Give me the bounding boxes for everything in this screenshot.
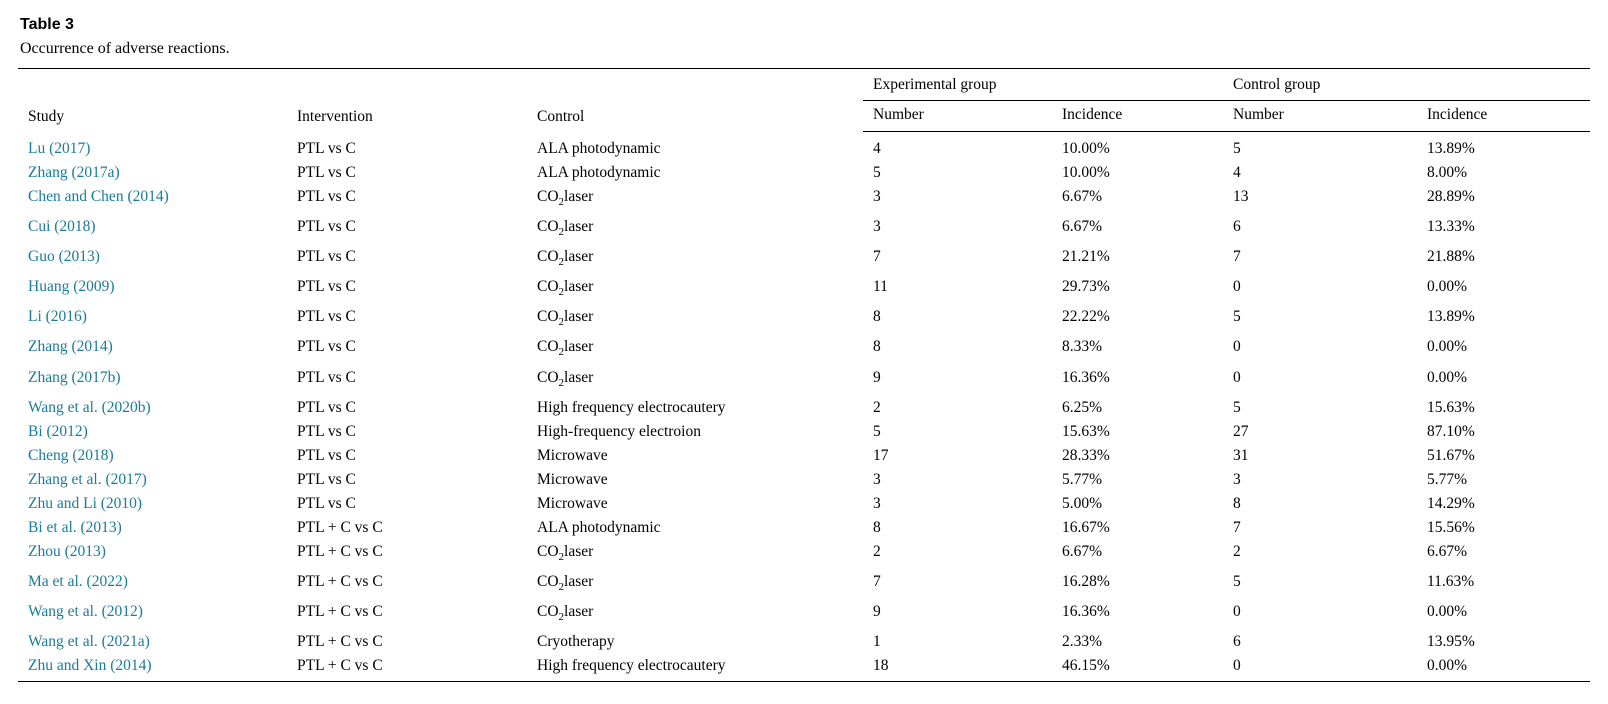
cell-ctl-number: 5 <box>1233 398 1241 416</box>
cell-exp-incidence: 22.22% <box>1062 308 1110 326</box>
cell-study[interactable]: Zhang (2017b) <box>28 368 121 386</box>
cell-exp-number: 7 <box>873 248 881 266</box>
column-header-exp-number: Number <box>863 101 1058 132</box>
cell-ctl-number: 0 <box>1233 368 1241 386</box>
cell-exp-incidence: 8.33% <box>1062 338 1103 356</box>
cell-control: $CO_2laser$ <box>537 542 594 563</box>
cell-control: Microwave <box>537 494 608 512</box>
cell-control: $CO_2laser$ <box>537 308 594 329</box>
cell-exp-number: 5 <box>873 422 881 440</box>
table-row <box>18 467 1590 491</box>
cell-study[interactable]: Chen and Chen (2014) <box>28 188 169 205</box>
cell-ctl-number: 5 <box>1233 140 1241 157</box>
table-row <box>18 245 1590 275</box>
cell-intervention: PTL vs C <box>297 422 356 440</box>
table-row <box>18 305 1590 335</box>
table-head <box>18 69 1590 132</box>
cell-exp-incidence: 46.15% <box>1062 656 1110 674</box>
cell-study[interactable]: Zhu and Li (2010) <box>28 494 143 512</box>
cell-intervention: PTL vs C <box>297 398 356 416</box>
cell-exp-incidence: 28.33% <box>1062 446 1110 464</box>
cell-intervention: PTL vs C <box>297 446 356 464</box>
cell-control: Microwave <box>537 470 608 488</box>
table-row <box>18 161 1590 185</box>
cell-ctl-number: 0 <box>1233 338 1241 356</box>
table-row <box>18 653 1590 681</box>
cell-intervention: PTL + C vs C <box>297 518 383 536</box>
cell-ctl-incidence: 87.10% <box>1427 422 1475 440</box>
cell-study[interactable]: Zhang (2014) <box>28 338 113 356</box>
cell-control: $CO_2laser$ <box>537 368 594 389</box>
column-header-control: Control <box>533 69 863 132</box>
table-body <box>18 132 1590 682</box>
cell-intervention: PTL vs C <box>297 308 356 326</box>
cell-exp-number: 17 <box>873 446 889 464</box>
table-row <box>18 215 1590 245</box>
cell-exp-incidence: 6.25% <box>1062 398 1103 416</box>
cell-intervention: PTL vs C <box>297 139 356 157</box>
cell-control: $CO_2laser$ <box>537 218 594 239</box>
cell-ctl-number: 8 <box>1233 494 1241 512</box>
cell-exp-number: 8 <box>873 518 881 536</box>
cell-study[interactable]: Cheng (2018) <box>28 446 114 464</box>
cell-exp-number: 4 <box>873 140 881 157</box>
cell-ctl-incidence: 13.95% <box>1427 632 1475 650</box>
cell-ctl-number: 0 <box>1233 656 1241 674</box>
cell-intervention: PTL + C vs C <box>297 656 383 674</box>
cell-ctl-incidence: 6.67% <box>1427 542 1468 560</box>
cell-ctl-incidence: 11.63% <box>1427 572 1475 590</box>
cell-ctl-number: 0 <box>1233 602 1241 620</box>
cell-exp-incidence: 2.33% <box>1062 632 1103 650</box>
table-row <box>18 491 1590 515</box>
cell-ctl-incidence: 13.89% <box>1427 308 1475 326</box>
cell-exp-incidence: 6.67% <box>1062 542 1103 560</box>
cell-exp-incidence: 6.67% <box>1062 218 1103 236</box>
cell-control: $CO_2laser$ <box>537 248 594 269</box>
cell-ctl-number: 5 <box>1233 308 1241 326</box>
cell-exp-incidence: 6.67% <box>1062 188 1103 205</box>
cell-ctl-incidence: 0.00% <box>1427 368 1468 386</box>
cell-ctl-incidence: 13.89% <box>1427 140 1475 157</box>
cell-ctl-incidence: 5.77% <box>1427 470 1468 488</box>
cell-exp-incidence: 5.00% <box>1062 494 1103 512</box>
subscript: 2 <box>558 346 565 359</box>
table-label: Table 3 <box>20 16 74 33</box>
cell-ctl-number: 31 <box>1233 446 1249 464</box>
cell-ctl-incidence: 0.00% <box>1427 602 1468 620</box>
cell-study[interactable]: Ma et al. (2022) <box>28 572 128 590</box>
cell-exp-number: 18 <box>873 656 889 674</box>
cell-study[interactable]: Wang et al. (2020b) <box>28 398 151 416</box>
cell-exp-number: 2 <box>873 542 881 560</box>
cell-exp-number: 9 <box>873 368 881 386</box>
cell-exp-incidence: 29.73% <box>1062 278 1110 296</box>
cell-exp-number: 3 <box>873 494 881 512</box>
cell-study[interactable]: Lu (2017) <box>28 139 91 157</box>
cell-intervention: PTL + C vs C <box>297 572 383 590</box>
cell-intervention: PTL vs C <box>297 368 356 386</box>
cell-exp-incidence: 15.63% <box>1062 422 1110 440</box>
cell-exp-incidence: 16.67% <box>1062 518 1110 536</box>
cell-control: $CO_2laser$ <box>537 572 594 593</box>
table-row <box>18 275 1590 305</box>
subscript: 2 <box>558 376 565 389</box>
table-foot <box>18 681 1590 682</box>
cell-ctl-incidence: 21.88% <box>1427 248 1475 266</box>
cell-exp-incidence: 10.00% <box>1062 140 1110 157</box>
cell-ctl-incidence: 51.67% <box>1427 446 1475 464</box>
cell-ctl-number: 6 <box>1233 632 1241 650</box>
table-row <box>18 365 1590 395</box>
cell-ctl-number: 4 <box>1233 164 1241 181</box>
table-row <box>18 132 1590 161</box>
cell-exp-number: 3 <box>873 188 881 205</box>
cell-control: $CO_2laser$ <box>537 602 594 623</box>
column-group-header-control: Control group <box>1223 69 1590 101</box>
cell-study[interactable]: Li (2016) <box>28 308 87 326</box>
cell-ctl-number: 5 <box>1233 572 1241 590</box>
cell-intervention: PTL vs C <box>297 338 356 356</box>
table-row <box>18 629 1590 653</box>
table-row <box>18 539 1590 569</box>
table-row <box>18 419 1590 443</box>
cell-exp-number: 9 <box>873 602 881 620</box>
rule <box>18 681 1590 682</box>
cell-ctl-incidence: 0.00% <box>1427 278 1468 296</box>
cell-exp-number: 8 <box>873 338 881 356</box>
cell-exp-incidence: 10.00% <box>1062 164 1110 181</box>
cell-control: $CO_2laser$ <box>537 338 594 359</box>
column-group-header-experimental: Experimental group <box>863 69 1223 101</box>
table-row <box>18 395 1590 419</box>
cell-ctl-number: 6 <box>1233 218 1241 236</box>
cell-exp-incidence: 16.36% <box>1062 368 1110 386</box>
subscript: 2 <box>558 196 565 209</box>
cell-control: High-frequency electroion <box>537 422 701 440</box>
cell-intervention: PTL vs C <box>297 164 356 181</box>
cell-ctl-incidence: 8.00% <box>1427 164 1468 181</box>
cell-ctl-incidence: 14.29% <box>1427 494 1475 512</box>
cell-exp-incidence: 16.28% <box>1062 572 1110 590</box>
cell-ctl-incidence: 15.63% <box>1427 398 1475 416</box>
subscript: 2 <box>558 256 565 269</box>
table-caption: Occurrence of adverse reactions. <box>20 40 230 57</box>
cell-ctl-incidence: 28.89% <box>1427 188 1475 205</box>
column-header-ctl-number: Number <box>1223 101 1423 132</box>
cell-study[interactable]: Zhou (2013) <box>28 542 106 560</box>
cell-exp-number: 3 <box>873 470 881 488</box>
cell-study[interactable]: Zhang (2017a) <box>28 164 120 181</box>
cell-control: ALA photodynamic <box>537 139 661 157</box>
header-row-groups <box>18 69 1590 101</box>
cell-ctl-number: 3 <box>1233 470 1241 488</box>
cell-exp-number: 3 <box>873 218 881 236</box>
subscript: 2 <box>558 550 565 563</box>
cell-study[interactable]: Bi et al. (2013) <box>28 518 122 536</box>
cell-study[interactable]: Guo (2013) <box>28 248 100 266</box>
cell-exp-number: 1 <box>873 632 881 650</box>
table-bottom-rule <box>18 681 1590 682</box>
subscript: 2 <box>558 580 565 593</box>
cell-study[interactable]: Wang et al. (2021a) <box>28 632 150 650</box>
cell-intervention: PTL + C vs C <box>297 602 383 620</box>
cell-exp-number: 2 <box>873 398 881 416</box>
cell-ctl-number: 0 <box>1233 278 1241 296</box>
cell-control: Microwave <box>537 446 608 464</box>
cell-ctl-incidence: 0.00% <box>1427 656 1468 674</box>
cell-exp-number: 5 <box>873 164 881 181</box>
cell-study[interactable]: Huang (2009) <box>28 278 115 296</box>
cell-intervention: PTL vs C <box>297 470 356 488</box>
cell-exp-incidence: 5.77% <box>1062 470 1103 488</box>
cell-control: High frequency electrocautery <box>537 656 726 674</box>
cell-study[interactable]: Zhu and Xin (2014) <box>28 656 152 674</box>
cell-ctl-incidence: 13.33% <box>1427 218 1475 236</box>
cell-study[interactable]: Zhang et al. (2017) <box>28 470 147 488</box>
table-row <box>18 443 1590 467</box>
cell-exp-incidence: 21.21% <box>1062 248 1110 266</box>
cell-intervention: PTL vs C <box>297 218 356 236</box>
cell-control: Cryotherapy <box>537 632 615 650</box>
table-row <box>18 335 1590 365</box>
cell-study[interactable]: Wang et al. (2012) <box>28 602 143 620</box>
table-row <box>18 185 1590 215</box>
cell-control: $CO_2laser$ <box>537 188 594 209</box>
cell-ctl-number: 13 <box>1233 188 1249 205</box>
cell-ctl-number: 27 <box>1233 422 1249 440</box>
cell-intervention: PTL vs C <box>297 188 356 205</box>
subscript: 2 <box>558 286 565 299</box>
column-header-study: Study <box>18 69 293 132</box>
cell-control: $CO_2laser$ <box>537 278 594 299</box>
cell-ctl-incidence: 15.56% <box>1427 518 1475 536</box>
cell-ctl-number: 2 <box>1233 542 1241 560</box>
cell-control: ALA photodynamic <box>537 164 661 181</box>
cell-exp-number: 8 <box>873 308 881 326</box>
cell-exp-number: 11 <box>873 278 888 296</box>
cell-ctl-incidence: 0.00% <box>1427 338 1468 356</box>
cell-intervention: PTL + C vs C <box>297 632 383 650</box>
cell-ctl-number: 7 <box>1233 518 1241 536</box>
subscript: 2 <box>558 610 565 623</box>
adverse-reactions-table <box>18 68 1590 682</box>
table-row <box>18 569 1590 599</box>
cell-ctl-number: 7 <box>1233 248 1241 266</box>
cell-intervention: PTL + C vs C <box>297 542 383 560</box>
column-header-ctl-incidence: Incidence <box>1423 101 1590 132</box>
cell-exp-incidence: 16.36% <box>1062 602 1110 620</box>
cell-exp-number: 7 <box>873 572 881 590</box>
column-header-exp-incidence: Incidence <box>1058 101 1223 132</box>
cell-control: ALA photodynamic <box>537 518 661 536</box>
table-row <box>18 599 1590 629</box>
cell-intervention: PTL vs C <box>297 248 356 266</box>
subscript: 2 <box>558 226 565 239</box>
column-header-intervention: Intervention <box>293 69 533 132</box>
cell-study[interactable]: Bi (2012) <box>28 422 88 440</box>
cell-study[interactable]: Cui (2018) <box>28 218 96 236</box>
cell-intervention: PTL vs C <box>297 278 356 296</box>
cell-control: High frequency electrocautery <box>537 398 726 416</box>
subscript: 2 <box>558 316 565 329</box>
cell-intervention: PTL vs C <box>297 494 356 512</box>
table-row <box>18 515 1590 539</box>
